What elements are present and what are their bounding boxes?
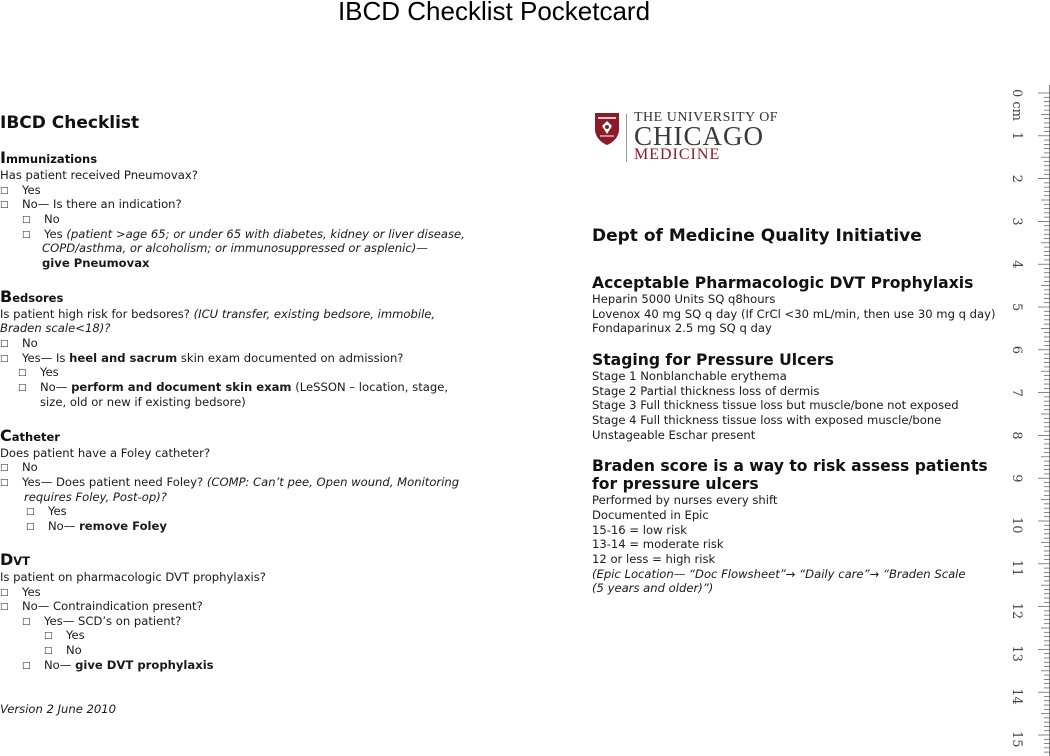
catheter-yes-detail: requires Foley, Post-op)?: [24, 490, 167, 504]
catheter-need-yes[interactable]: □ Yes: [26, 504, 67, 518]
ruler-cm-label: 6: [1009, 345, 1024, 355]
bedsores-question-detail: Braden scale<18)?: [0, 321, 111, 335]
checkbox-icon[interactable]: □: [18, 383, 27, 393]
checkbox-icon[interactable]: □: [0, 478, 9, 488]
section-dvt-heading: [0, 550, 30, 569]
dvt-line: Heparin 5000 Units SQ q8hours: [592, 292, 776, 306]
catheter-no[interactable]: □ No: [0, 460, 38, 474]
dvt-no[interactable]: □ No— Contraindication present?: [0, 599, 203, 613]
ruler-cm-label: 2: [1009, 174, 1024, 183]
dvt-prophylaxis-heading: Acceptable Pharmacologic DVT Prophylaxis: [592, 274, 974, 292]
ruler-cm-label: 14: [1009, 688, 1024, 705]
section-rest: edsores: [12, 291, 64, 305]
checkbox-icon[interactable]: □: [18, 368, 27, 378]
section-catheter-heading: [0, 426, 60, 445]
ruler-cm-label: 7: [1009, 388, 1024, 397]
checkbox-icon[interactable]: □: [44, 631, 53, 641]
bedsores-yes[interactable]: □ Yes— Is heel and sacrum skin exam documented on admission?: [0, 351, 404, 365]
braden-line: Documented in Epic: [592, 508, 709, 522]
ruler-cm-label: 10: [1009, 517, 1024, 534]
checkbox-icon[interactable]: □: [0, 602, 9, 612]
staging-line: Unstageable Eschar present: [592, 428, 756, 442]
checkbox-icon[interactable]: □: [22, 661, 31, 671]
bedsores-exam-yes[interactable]: □ Yes: [18, 365, 59, 379]
ruler-cm-label: 11: [1009, 559, 1024, 577]
braden-line: 13-14 = moderate risk: [592, 537, 724, 551]
immunizations-action: give Pneumovax: [42, 256, 150, 270]
checkbox-icon[interactable]: □: [0, 463, 9, 473]
bedsores-no[interactable]: □ No: [0, 336, 38, 350]
checkbox-icon[interactable]: □: [0, 588, 9, 598]
dvt-contra-no[interactable]: □ No— give DVT prophylaxis: [22, 658, 214, 672]
braden-epic-location-line2: (5 years and older)”): [592, 581, 714, 595]
checklist-heading: IBCD Checklist: [0, 113, 140, 133]
braden-heading: Braden score is a way to risk assess patients: [592, 457, 988, 475]
checkbox-icon[interactable]: □: [44, 646, 53, 656]
logo-chicago-text: CHICAGO: [634, 121, 765, 151]
ruler-cm-label: 9: [1009, 474, 1024, 483]
logo-university-text: THE UNIVERSITY OF: [634, 110, 779, 125]
section-bedsores-heading: [0, 287, 63, 306]
immunizations-detail-line: COPD/asthma, or alcoholism; or immunosuppressed or asplenic)—: [42, 241, 428, 255]
immunizations-yes[interactable]: □ Yes: [0, 183, 41, 197]
section-initial: D: [0, 550, 14, 569]
dvt-contra-yes[interactable]: □ Yes— SCD’s on patient?: [22, 614, 182, 628]
ruler-cm-label: 5: [1009, 303, 1024, 312]
braden-line: 15-16 = low risk: [592, 523, 687, 537]
dvt-scd-no[interactable]: □ No: [44, 643, 82, 657]
section-rest: atheter: [11, 430, 60, 444]
checkbox-icon[interactable]: □: [0, 186, 9, 196]
immunizations-indication-yes[interactable]: □ Yes (patient >age 65; or under 65 with diabetes, kidney or liver disease,: [22, 227, 465, 241]
immunizations-indication-no[interactable]: □ No: [22, 212, 60, 226]
checkbox-icon[interactable]: □: [0, 200, 9, 210]
ruler-cm-label: 3: [1009, 217, 1024, 226]
staging-line: Stage 3 Full thickness tissue loss but muscle/bone not exposed: [592, 398, 959, 412]
braden-line: 12 or less = high risk: [592, 552, 716, 566]
dvt-line: Lovenox 40 mg SQ q day (If CrCl <30 mL/min, then use 30 mg q day): [592, 307, 996, 321]
staging-line: Stage 4 Full thickness tissue loss with exposed muscle/bone: [592, 413, 942, 427]
bedsores-exam-detail: size, old or new if existing bedsore): [40, 395, 246, 409]
section-rest: VT: [13, 554, 31, 568]
staging-line: Stage 2 Partial thickness loss of dermis: [592, 384, 820, 398]
braden-line: Performed by nurses every shift: [592, 493, 778, 507]
dept-heading: Dept of Medicine Quality Initiative: [592, 226, 922, 246]
staging-line: Stage 1 Nonblanchable erythema: [592, 369, 787, 383]
catheter-need-no[interactable]: □ No— remove Foley: [26, 519, 167, 533]
logo-medicine-text: MEDICINE: [634, 146, 721, 163]
checkbox-icon[interactable]: □: [26, 522, 35, 532]
dvt-yes[interactable]: □ Yes: [0, 585, 41, 599]
version-note: Version 2 June 2010: [0, 702, 117, 716]
immunizations-no[interactable]: □ No— Is there an indication?: [0, 197, 182, 211]
checkbox-icon[interactable]: □: [22, 230, 31, 240]
dvt-question: Is patient on pharmacologic DVT prophylaxis?: [0, 570, 266, 584]
ruler-cm-label: 13: [1009, 645, 1024, 662]
section-immunizations-heading: [0, 148, 97, 167]
ruler-cm-label: 8: [1009, 431, 1024, 440]
catheter-question: Does patient have a Foley catheter?: [0, 446, 211, 460]
bedsores-question: Is patient high risk for bedsores? (ICU transfer, existing bedsore, immobile,: [0, 307, 436, 321]
logo-divider: [626, 114, 627, 162]
bedsores-exam-no[interactable]: □ No— perform and document skin exam (LeSSON – location, stage,: [18, 380, 449, 394]
ruler-unit-label: 0 cm: [1009, 89, 1024, 122]
catheter-yes[interactable]: □ Yes— Does patient need Foley? (COMP: Can’t pee, Open wound, Monitoring: [0, 475, 460, 489]
ruler-cm-label: 12: [1009, 602, 1024, 620]
checkbox-icon[interactable]: □: [22, 215, 31, 225]
braden-epic-location: (Epic Location— “Doc Flowsheet”→ “Daily care”→ “Braden Scale: [592, 567, 966, 581]
braden-heading-line2: for pressure ulcers: [592, 475, 759, 493]
dvt-line: Fondaparinux 2.5 mg SQ q day: [592, 321, 772, 335]
section-initial: I: [0, 148, 6, 167]
immunizations-question: Has patient received Pneumovax?: [0, 168, 198, 182]
section-initial: C: [0, 426, 12, 445]
ruler-cm-label: 1: [1009, 131, 1024, 141]
ruler-cm-label: 15: [1009, 731, 1024, 748]
section-initial: B: [0, 287, 13, 306]
ruler: [1003, 85, 1050, 756]
ruler-cm-label: 4: [1009, 260, 1024, 269]
dvt-scd-yes[interactable]: □ Yes: [44, 628, 85, 642]
page-title: IBCD Checklist Pocketcard: [337, 0, 651, 26]
staging-heading: Staging for Pressure Ulcers: [592, 351, 834, 369]
section-rest: mmunizations: [5, 152, 98, 166]
checkbox-icon[interactable]: □: [0, 354, 9, 364]
university-crest-icon: [594, 112, 620, 146]
checkbox-icon[interactable]: □: [0, 339, 9, 349]
checkbox-icon[interactable]: □: [22, 617, 31, 627]
checkbox-icon[interactable]: □: [26, 507, 35, 517]
